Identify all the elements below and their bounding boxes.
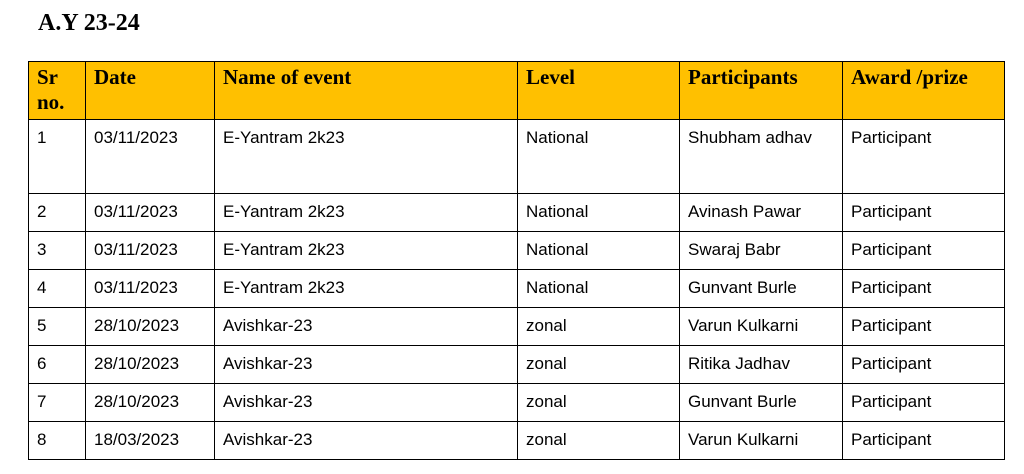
table-row xyxy=(29,422,1005,460)
cell-level: National xyxy=(518,194,680,232)
cell-date: 03/11/2023 xyxy=(86,270,215,308)
cell-participant: Ritika Jadhav xyxy=(680,346,843,384)
cell-event-name: Avishkar-23 xyxy=(215,422,518,460)
cell-event-name: Avishkar-23 xyxy=(215,308,518,346)
cell-sr-no: 2 xyxy=(29,194,86,232)
table-row xyxy=(29,120,1005,194)
cell-date: 03/11/2023 xyxy=(86,232,215,270)
events-table xyxy=(28,61,1005,460)
header-date: Date xyxy=(86,62,215,120)
cell-participant: Swaraj Babr xyxy=(680,232,843,270)
cell-participant: Avinash Pawar xyxy=(680,194,843,232)
cell-participant: Gunvant Burle xyxy=(680,384,843,422)
table-row xyxy=(29,194,1005,232)
cell-event-name: E-Yantram 2k23 xyxy=(215,120,518,194)
cell-level: zonal xyxy=(518,346,680,384)
cell-date: 03/11/2023 xyxy=(86,194,215,232)
header-award: Award /prize xyxy=(843,62,1005,120)
page-title: A.Y 23-24 xyxy=(38,10,140,36)
header-event-name: Name of event xyxy=(215,62,518,120)
cell-sr-no: 7 xyxy=(29,384,86,422)
cell-date: 28/10/2023 xyxy=(86,384,215,422)
table-row xyxy=(29,232,1005,270)
cell-level: National xyxy=(518,232,680,270)
header-level: Level xyxy=(518,62,680,120)
cell-participant: Shubham adhav xyxy=(680,120,843,194)
cell-event-name: Avishkar-23 xyxy=(215,384,518,422)
cell-level: zonal xyxy=(518,422,680,460)
cell-date: 28/10/2023 xyxy=(86,308,215,346)
cell-date: 28/10/2023 xyxy=(86,346,215,384)
cell-sr-no: 6 xyxy=(29,346,86,384)
cell-date: 03/11/2023 xyxy=(86,120,215,194)
table-row xyxy=(29,384,1005,422)
table-row xyxy=(29,308,1005,346)
cell-level: National xyxy=(518,270,680,308)
cell-event-name: E-Yantram 2k23 xyxy=(215,194,518,232)
cell-participant: Varun Kulkarni xyxy=(680,308,843,346)
cell-award: Participant xyxy=(843,120,1005,194)
table-row xyxy=(29,346,1005,384)
cell-level: zonal xyxy=(518,308,680,346)
cell-participant: Gunvant Burle xyxy=(680,270,843,308)
cell-sr-no: 4 xyxy=(29,270,86,308)
cell-sr-no: 1 xyxy=(29,120,86,194)
cell-event-name: E-Yantram 2k23 xyxy=(215,232,518,270)
cell-award: Participant xyxy=(843,346,1005,384)
cell-level: National xyxy=(518,120,680,194)
cell-award: Participant xyxy=(843,232,1005,270)
cell-award: Participant xyxy=(843,308,1005,346)
cell-sr-no: 8 xyxy=(29,422,86,460)
table-row xyxy=(29,270,1005,308)
cell-sr-no: 5 xyxy=(29,308,86,346)
table-header-row xyxy=(29,62,1005,120)
cell-date: 18/03/2023 xyxy=(86,422,215,460)
cell-award: Participant xyxy=(843,384,1005,422)
cell-event-name: Avishkar-23 xyxy=(215,346,518,384)
header-participants: Participants xyxy=(680,62,843,120)
cell-participant: Varun Kulkarni xyxy=(680,422,843,460)
header-sr-no: Sr no. xyxy=(29,62,86,120)
cell-award: Participant xyxy=(843,194,1005,232)
cell-sr-no: 3 xyxy=(29,232,86,270)
cell-level: zonal xyxy=(518,384,680,422)
cell-award: Participant xyxy=(843,422,1005,460)
cell-event-name: E-Yantram 2k23 xyxy=(215,270,518,308)
cell-award: Participant xyxy=(843,270,1005,308)
